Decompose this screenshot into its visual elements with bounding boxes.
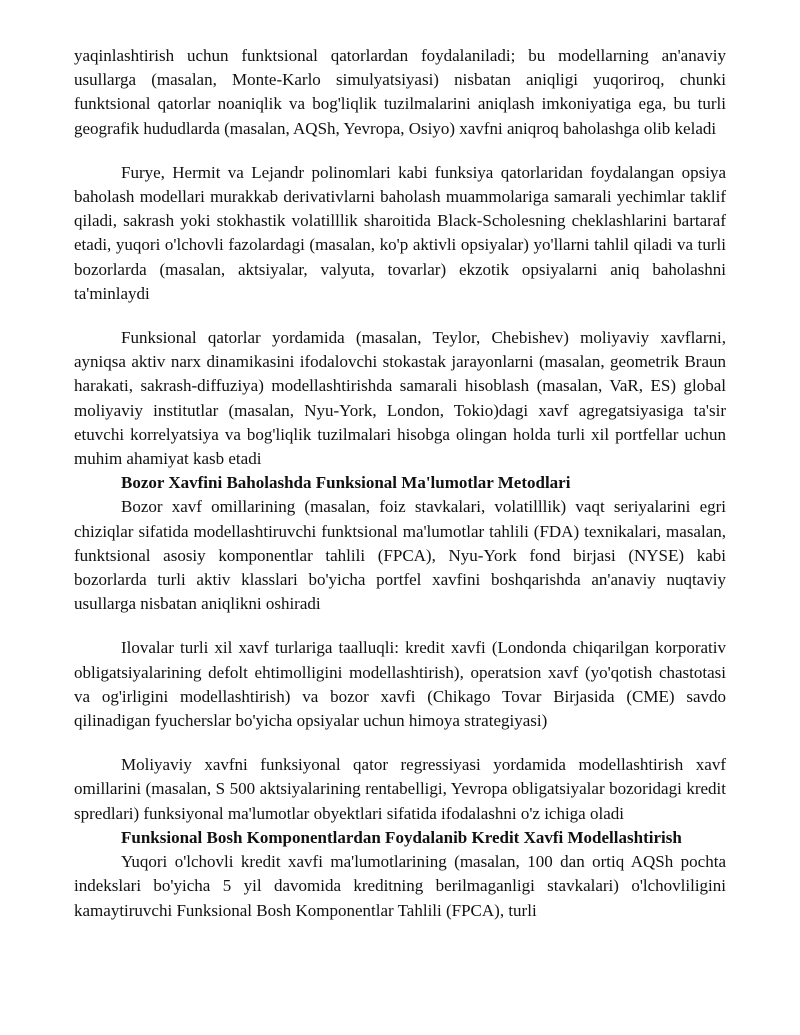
paragraph-2: Furye, Hermit va Lejandr polinomlari kabi funksiya qatorlaridan foydalangan opsiya baholash modellari murakkab derivativlarni baholash muammolariga samarali yechimlar taklif qiladi, sakrash yoki stokhastik volatilllik sharoitida Black-Scholesning cheklashlarini bartaraf etadi, yuqori o'lchovli fazolardagi (masalan, ko'p aktivli opsiyalar) yo'llarni tahlil qiladi va turli bozorlarda (masalan, aktsiyalar, valyuta, tovarlar) ekzotik opsiyalarni aniq baholashni ta'minlaydi [74, 162, 726, 303]
paragraph-3: Funksional qatorlar yordamida (masalan, Teylor, Chebishev) moliyaviy xavflarni, ayniqsa aktiv narx dinamikasini ifodalovchi stokastak jarayonlarni (masalan, geometrik Braun harakati, sakrash-diffuziya) modellashtirishda samarali hisoblash (masalan, VaR, ES) global moliyaviy institutlar (masalan, Nyu-York, London, Tokio)dagi xavf agregatsiyasiga ta'sir etuvchi korrelyatsiya va bog'liqlik tuzilmalari hisobga olingan holda turli xil portfellar uchun muhim ahamiyat kasb etadi [74, 328, 726, 469]
section-heading-credit-risk: Funksional Bosh Komponentlardan Foydalanib Kredit Xavfi Modellashtirish [121, 827, 682, 847]
paragraph-6: Moliyaviy xavfni funksiyonal qator regressiyasi yordamida modellashtirish xavf omillarini (masalan, S 500 aktsiyalarining rentabelligi, Yevropa obligatsiyalar bozoridagi kredit spredlari) funksiyonal ma'lumotlar obyektlari sifatida ifodalashni o'z ichiga oladi [74, 755, 726, 823]
section-heading-market-risk: Bozor Xavfini Baholashda Funksional Ma'lumotlar Metodlari [121, 473, 571, 493]
paragraph-7: Yuqori o'lchovli kredit xavfi ma'lumotlarining (masalan, 100 dan ortiq AQSh pochta indekslari bo'yicha 5 yil davomida kreditning berilmaganligi stavkalari) o'lchovliligini kamaytiruvchi Funksional Bosh Komponentlar Tahlili (FPCA), turli [74, 852, 726, 920]
paragraph-5: Ilovalar turli xil xavf turlariga taalluqli: kredit xavfi (Londonda chiqarilgan korporativ obligatsiyalarining defolt ehtimolligini modellashtirish), operatsion xavf (yo'qotish chastotasi va og'irligini modellashtirish) va bozor xavfi (Chikago Tovar Birjasida (CME) savdo qilinadigan fyucherslar bo'yicha opsiyalar uchun himoya strategiyasi) [74, 638, 726, 731]
document-page [74, 44, 726, 923]
paragraph-1: yaqinlashtirish uchun funktsional qatorlardan foydalaniladi; bu modellarning an'anaviy usullarga (masalan, Monte-Karlo simulyatsiyasi) nisbatan aniqligi yuqoriroq, chunki funktsional qatorlar noaniqlik va bog'liqlik tuzilmalarini aniqlash imkoniyatiga ega, bu turli geografik hududlarda (masalan, AQSh, Yevropa, Osiyo) xavfni aniqroq baholashga olib keladi [74, 46, 726, 138]
paragraph-4: Bozor xavf omillarining (masalan, foiz stavkalari, volatilllik) vaqt seriyalarini egri chiziqlar sifatida modellashtiruvchi funktsional ma'lumotlar tahlili (FDA) texnikalari, masalan, funktsional asosiy komponentlar tahlili (FPCA), Nyu-York fond birjasi (NYSE) kabi bozorlarda turli aktiv klasslari bo'yicha portfel xavfini boshqarishda an'anaviy nuqtaviy usullarga nisbatan aniqlikni oshiradi [74, 497, 726, 614]
